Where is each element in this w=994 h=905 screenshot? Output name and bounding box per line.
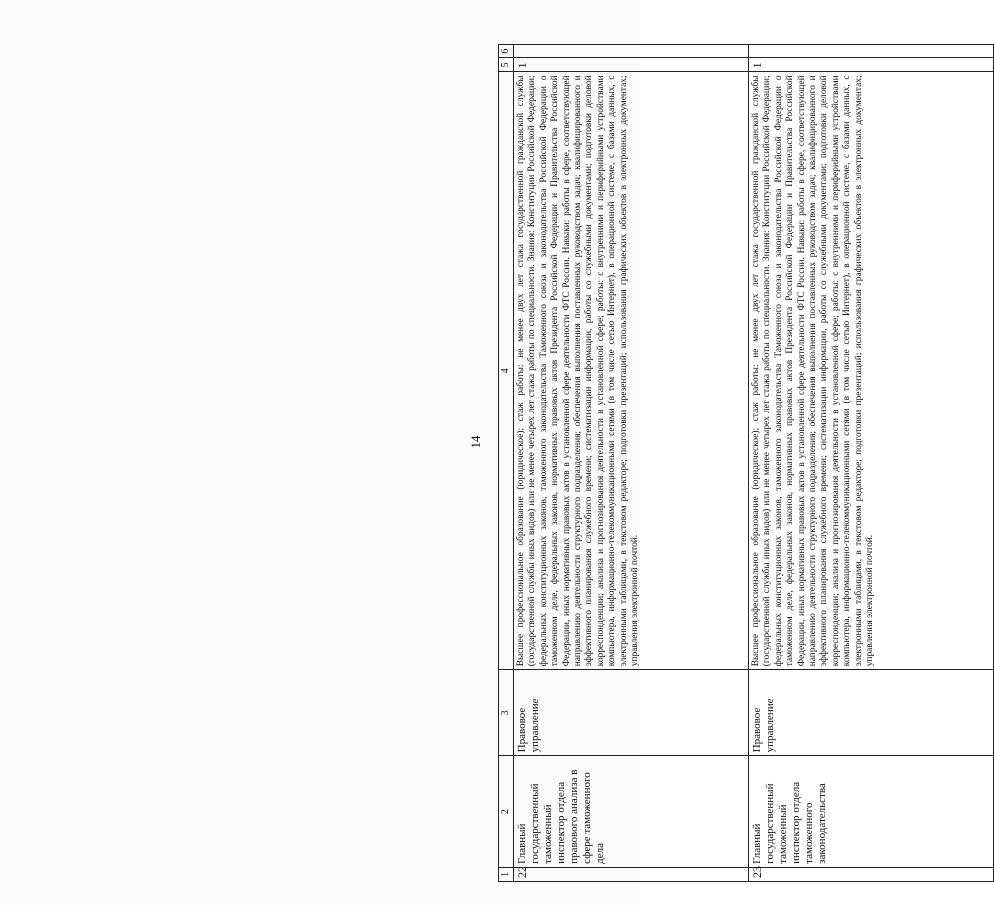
position-title: Главный государственный таможенный инспектор отдела правового анализа в сфере таможенного дела xyxy=(514,756,749,867)
col6-value xyxy=(514,45,749,58)
header-col-1: 1 xyxy=(499,867,514,881)
header-col-2: 2 xyxy=(499,756,514,867)
department-name: Правовое управление xyxy=(514,670,749,756)
header-col-5: 5 xyxy=(499,58,514,72)
col5-value: 1 xyxy=(749,58,994,72)
page-number: 14 xyxy=(468,435,483,449)
table-row xyxy=(749,45,994,882)
header-col-3: 3 xyxy=(499,670,514,756)
col5-value: 1 xyxy=(514,58,749,72)
qualification-requirements: Высшее профессиональное образование (юридическое); стаж работы: не менее двух лет стажа государственной гражданской службы (государственной службы иных видов) или не менее четырех лет стажа работы по специальности. Знания: Конституции Российской Федерации; федеральных конституционных законов, таможенного законодательства Таможенного союза и законодательства Российской Федерации о таможенном деле, федеральных законов, нормативных правовых актов Президента Российской Федерации и Правительства Российской Федерации, иных нормативных правовых актов в установленной сфере деятельности ФТС России. Навыки: работы в сфере, соответствующей направлению деятельности структурного подразделения; обеспечения выполнения поставленных руководством задач; квалифицированного и эффективного планирования служебного времени; систематизации информации, работы со служебными документами; подготовки деловой корреспонденции; анализа и прогнозирования деятельности в установленной сфере; работы: с внутренними и периферийными устройствами компьютера, информационно-телекоммуникационными сетями (в том числе сетью Интернет), в операционной системе, с базами данных, с электронными таблицами, в текстовом редакторе; подготовки презентаций; использования графических объектов в электронных документах; управления электронной почтой. xyxy=(749,72,994,670)
col6-value xyxy=(749,45,994,58)
rotated-landscape-content xyxy=(20,22,876,882)
positions-table xyxy=(498,44,994,882)
position-title: Главный государственный таможенный инспектор отдела таможенного законодательства xyxy=(749,756,994,867)
table-row xyxy=(514,45,749,882)
qualification-requirements: Высшее профессиональное образование (юридическое); стаж работы: не менее двух лет стажа государственной гражданской службы (государственной службы иных видов) или не менее четырех лет стажа работы по специальности. Знания: Конституции Российской Федерации; федеральных конституционных законов, таможенного законодательства Таможенного союза и законодательства Российской Федерации о таможенном деле, федеральных законов, нормативных правовых актов Президента Российской Федерации и Правительства Российской Федерации, иных нормативных правовых актов в установленной сфере деятельности ФТС России. Навыки: работы в сфере, соответствующей направлению деятельности структурного подразделения; обеспечения выполнения поставленных руководством задач; квалифицированного и эффективного планирования служебного времени; систематизации информации, работы со служебными документами; подготовки деловой корреспонденции; анализа и прогнозирования деятельности в установленной сфере; работы: с внутренними и периферийными устройствами компьютера, информационно-телекоммуникационными сетями (в том числе сетью Интернет), в операционной системе, с базами данных, с электронными таблицами, в текстовом редакторе; подготовки презентаций; использования графических объектов в электронных документах; управления электронной почтой. xyxy=(514,72,749,670)
table-header-row xyxy=(499,45,514,882)
header-col-4: 4 xyxy=(499,72,514,670)
department-name: Правовое управление xyxy=(749,670,994,756)
row-number: 23 xyxy=(749,867,994,881)
row-number: 22 xyxy=(514,867,749,881)
header-col-6: 6 xyxy=(499,45,514,58)
